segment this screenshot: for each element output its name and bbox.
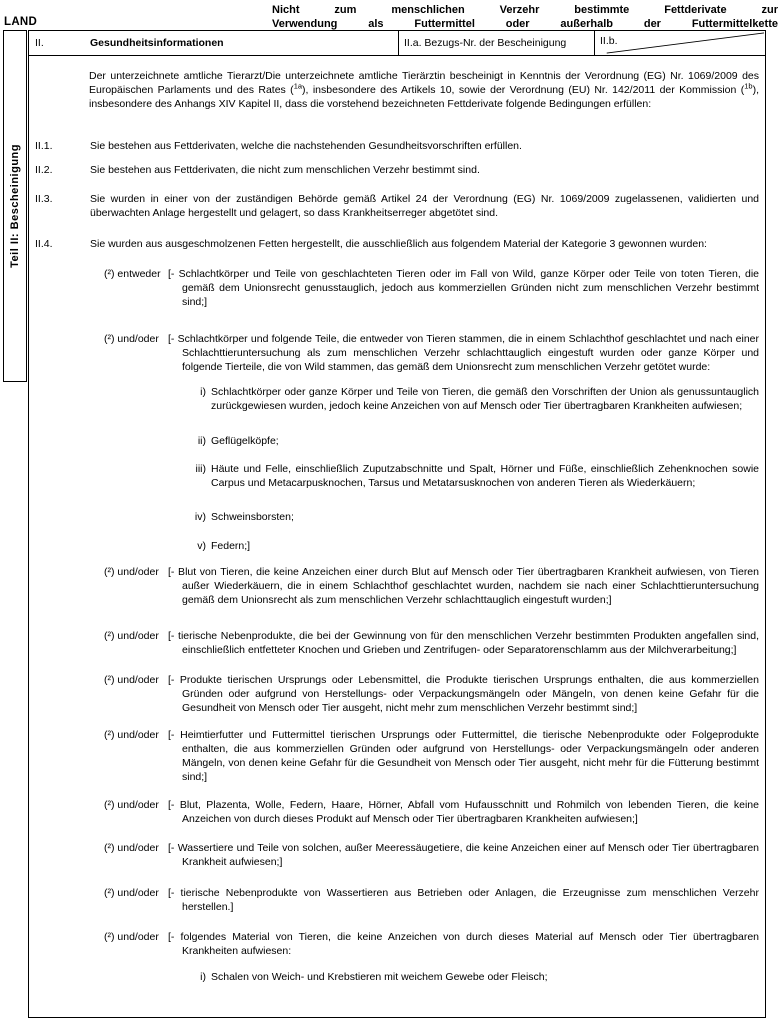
clause-undoder-2 [29, 565, 761, 607]
clause-label: (²) und/oder [104, 842, 159, 854]
certificate-body [29, 69, 765, 984]
intro-paragraph [29, 69, 761, 111]
header-cell-health-information [29, 31, 399, 55]
section-text: Sie wurden in einer von der zuständigen Behörde gemäß Artikel 24 der Verordnung (EG) Nr. 1069/2009 zugelassenen, validierten und überwachten Anlage hergestellt und gelagert, so dass Krankheitserreger abgetötet sind. [90, 193, 759, 219]
clause-entweder-1 [29, 267, 761, 309]
clause-text: [- Blut, Plazenta, Wolle, Federn, Haare, Hörner, Abfall vom Hufausschnitt und Rohmilch von lebenden Tieren, die keine Anzeichen von durch dieses Produkt auf Mensch oder Tier übertragbaren Krankheiten aufwiesen;] [168, 799, 759, 825]
subitem-number: i) [200, 971, 206, 983]
country-label: LAND [4, 16, 38, 28]
section-number: II.1. [35, 140, 53, 152]
header-iib-label: II.b. [600, 35, 618, 47]
subitem-i-schalen [29, 970, 761, 984]
intro-text-1: Der unterzeichnete amtliche Tierarzt/Die unterzeichnete amtliche Tierärztin bescheinigt in Kenntnis der Verordnung (EG) Nr. 1069/2009 des Europäischen Parlaments und des Rates ( [89, 70, 759, 96]
subitem-i [29, 385, 761, 413]
clause-text: [- Heimtierfutter und Futtermittel tierischen Ursprungs oder Futtermittel, die tierische Nebenprodukte oder Folgeprodukte enthalten, die aus kommerziellen Gründen oder aufgrund von Herstellungs- oder Verpackungsmängeln oder anderen Mängeln, von denen keine Gefahr für die Gesundheit von Mensch oder Tier ausgeht, nicht mehr für die Fütterung bestimmt sind;] [168, 729, 759, 783]
subitem-text: Federn;] [211, 540, 251, 552]
header-section-number: II. [35, 37, 44, 49]
section-II2 [29, 163, 761, 177]
section-II1 [29, 139, 761, 153]
part-ii-sidebar [3, 30, 27, 382]
header-reference-label: II.a. Bezugs-Nr. der Bescheinigung [404, 37, 567, 49]
subitem-number: v) [197, 540, 206, 552]
section-number: II.3. [35, 193, 53, 205]
subitem-ii [29, 434, 761, 448]
subitem-iii [29, 462, 761, 490]
clause-label: (²) und/oder [104, 887, 159, 899]
clause-text: [- Schlachtkörper und folgende Teile, die entweder von Tieren stammen, die in einem Schlachthof geschlachtet und nach einer Schlachttieruntersuchung als zum menschlichen Verzehr schlachttauglich eingestuft wurden oder ganze Körper und folgende Tierteile, die von Wild stammen, das gemäß dem Unionsrecht zum menschlichen Verzehr getötet wurde: [168, 333, 759, 373]
clause-undoder-6 [29, 798, 761, 826]
clause-text: [- tierische Nebenprodukte von Wassertieren aus Betrieben oder Anlagen, die Erzeugnisse zum menschlichen Verzehr herstellen.] [168, 887, 759, 913]
clause-label: (²) und/oder [104, 333, 159, 345]
header-cell-iib [595, 31, 765, 55]
clause-label: (²) und/oder [104, 729, 159, 741]
clause-text: [- Schlachtkörper und Teile von geschlachteten Tieren oder im Fall von Wild, ganze Körper oder Teile von toten Tieren, die gemäß dem Unionsrecht genusstauglich, jedoch aus kommerziellen Gründen nicht zum menschlichen Verzehr bestimmt sind;] [168, 268, 759, 308]
table-header-row [29, 31, 765, 56]
subitem-iv [29, 510, 761, 524]
intro-text-3: ), insbesondere des Anhangs XIV Kapitel II, dass die vorstehend bezeichneten Fettderivate folgende Bedingungen erfüllen: [89, 84, 759, 110]
diagonal-strikethrough-line [595, 31, 765, 55]
subitem-text: Häute und Felle, einschließlich Zuputzabschnitte und Spalt, Hörner und Füße, einschließlich Zehenknochen sowie Carpus und Metacarpusknochen, Tarsus und Metatarsusknochen von anderen Tieren als Wiederkäuern; [211, 463, 759, 489]
section-II3 [29, 192, 761, 220]
clause-label: (²) und/oder [104, 674, 159, 686]
section-number: II.4. [35, 238, 53, 250]
section-text: Sie wurden aus ausgeschmolzenen Fetten hergestellt, die ausschließlich aus folgendem Material der Kategorie 3 gewonnen wurden: [90, 238, 707, 250]
subitem-number: iv) [194, 511, 206, 523]
part-ii-sidebar-label: Teil II: Bescheinigung [9, 144, 21, 268]
footnote-ref-1b: 1b [744, 81, 753, 91]
footnote-ref-1a: 1a [293, 81, 303, 91]
subitem-v [29, 539, 761, 553]
clause-undoder-8 [29, 886, 761, 914]
clause-label: (²) und/oder [104, 931, 159, 943]
clause-undoder-5 [29, 728, 761, 784]
header-cell-reference-number [399, 31, 595, 55]
clause-undoder-9 [29, 930, 761, 958]
clause-text: [- folgendes Material von Tieren, die keine Anzeichen von durch dieses Material auf Mensch oder Tier übertragbaren Krankheiten aufwiesen: [168, 931, 759, 957]
section-text: Sie bestehen aus Fettderivaten, die nicht zum menschlichen Verzehr bestimmt sind. [90, 164, 480, 176]
section-II4 [29, 237, 761, 251]
section-text: Sie bestehen aus Fettderivaten, welche die nachstehenden Gesundheitsvorschriften erfüllen. [90, 140, 522, 152]
clause-text: [- Blut von Tieren, die keine Anzeichen einer durch Blut auf Mensch oder Tier übertragbaren Krankheit aufwiesen, von Tieren außer Wiederkäuern, die in einem Schlachthof geschlachtet wurden, nachdem sie nach einer Schlachttieruntersuchung gemäß dem Unionsrecht als zum menschlichen Verzehr schlachttauglich eingestuft wurden;] [168, 566, 759, 606]
clause-text: [- Wassertiere und Teile von solchen, außer Meeressäugetiere, die keine Anzeichen einer auf Mensch oder Tier übertragbaren Krankheit aufwiesen;] [168, 842, 759, 868]
subitem-text: Geflügelköpfe; [211, 435, 279, 447]
subitem-number: iii) [195, 463, 206, 475]
subitem-number: ii) [197, 435, 206, 447]
clause-label: (²) entweder [104, 268, 161, 280]
document-title-line1: Nicht zum menschlichen Verzehr bestimmte Fettderivate zur [272, 4, 778, 16]
subitem-text: Schalen von Weich- und Krebstieren mit weichem Gewebe oder Fleisch; [211, 971, 548, 983]
intro-text-2: ), insbesondere des Artikels 10, sowie der Verordnung (EU) Nr. 142/2011 der Kommission ( [302, 84, 745, 96]
subitem-text: Schweinsborsten; [211, 511, 294, 523]
subitem-number: i) [200, 386, 206, 398]
clause-label: (²) und/oder [104, 799, 159, 811]
document-title-line2: Verwendung als Futtermittel oder außerhalb der Futtermittelkette [272, 18, 778, 30]
section-number: II.2. [35, 164, 53, 176]
header-section-title: Gesundheitsinformationen [90, 37, 224, 49]
clause-text: [- Produkte tierischen Ursprungs oder Lebensmittel, die Produkte tierischen Ursprungs enthalten, die aus kommerziellen Gründen oder aufgrund von Herstellungs- oder Verpackungsmängeln oder Mängeln, von denen keine Gefahr für die Gesundheit von Mensch oder Tier ausgeht, nicht mehr zum menschlichen Verzehr bestimmt sind;] [168, 674, 759, 714]
clause-label: (²) und/oder [104, 630, 159, 642]
subitem-text: Schlachtkörper oder ganze Körper und Teile von Tieren, die gemäß den Vorschriften der Union als genussuntauglich zurückgewiesen wurden, jedoch keine Anzeichen von auf Mensch oder Tier übertragbaren Krankheiten aufwiesen; [211, 386, 759, 412]
clause-undoder-7 [29, 841, 761, 869]
clause-text: [- tierische Nebenprodukte, die bei der Gewinnung von für den menschlichen Verzehr bestimmten Produkten angefallen sind, einschließlich entfetteter Knochen und Grieben und Zentrifugen- oder Separatorenschlamm aus der Milchverarbeitung;] [168, 630, 759, 656]
certificate-table [28, 30, 766, 1018]
clause-undoder-1 [29, 332, 761, 374]
clause-undoder-3 [29, 629, 761, 657]
clause-undoder-4 [29, 673, 761, 715]
clause-label: (²) und/oder [104, 566, 159, 578]
document-title [272, 3, 778, 31]
